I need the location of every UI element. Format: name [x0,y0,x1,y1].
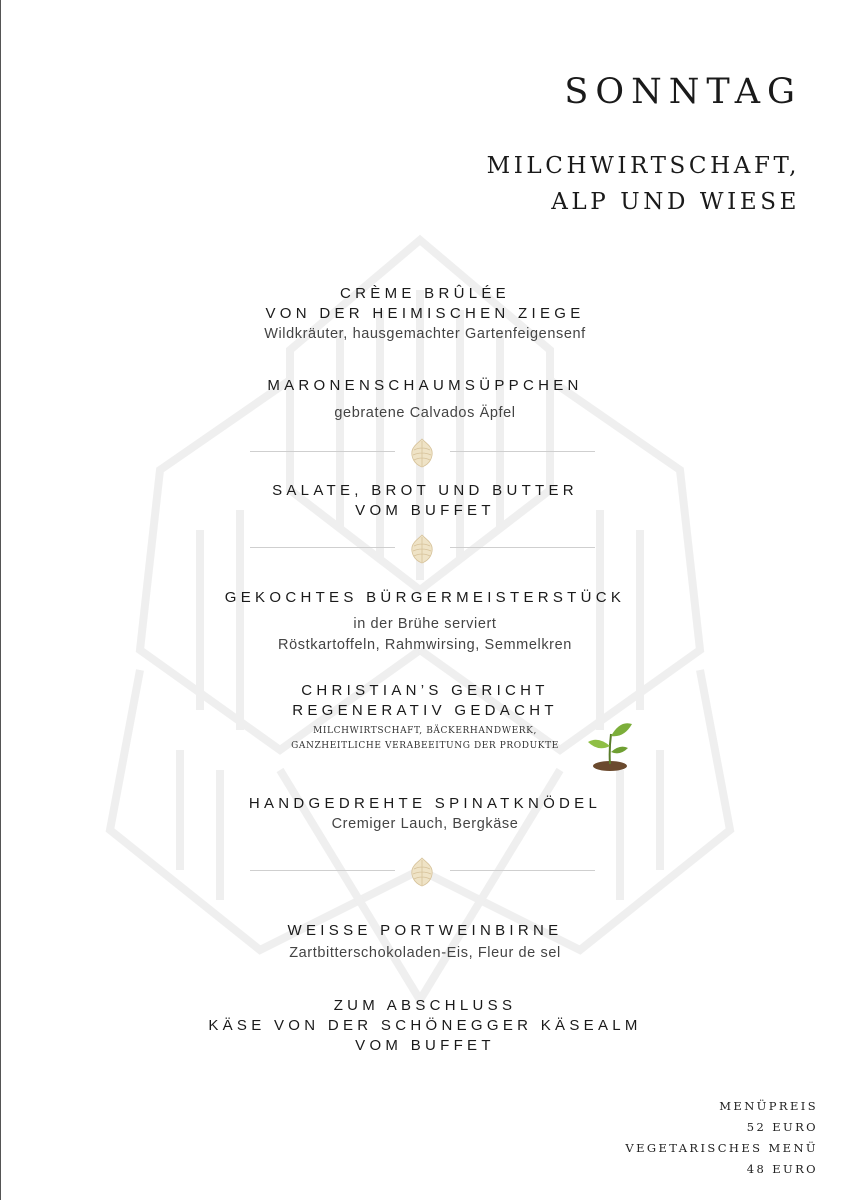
course-portweinbirne [0,921,850,964]
course-spinatknoedel [0,794,850,835]
section-divider [250,533,595,563]
vegetarian-price-label: VEGETARISCHES MENÜ [625,1141,818,1155]
course-name-line: HANDGEDREHTE SPINATKNÖDEL [248,795,602,812]
course-small-note: GANZHEITLICHE VERABEEITUNG DER PRODUKTE [291,741,559,751]
price-label: MENÜPREIS [719,1099,818,1113]
course-description: Zartbitterschokoladen-Eis, Fleur de sel [289,945,561,961]
theme-line-1: MILCHWIRTSCHAFT, [486,153,800,179]
course-creme-brulee [0,284,850,345]
hop-cone-icon [408,533,436,565]
course-christians-gericht [0,681,850,754]
course-name-line: GEKOCHTES BÜRGERMEISTERSTÜCK [224,589,626,606]
course-name-line: VOM BUFFET [355,502,495,519]
course-description: gebratene Calvados Äpfel [334,405,516,421]
course-buergermeisterstueck [0,588,850,656]
hop-cone-icon [408,437,436,469]
course-name-line: ZUM ABSCHLUSS [333,997,517,1014]
course-description: in der Brühe serviert [353,616,497,632]
course-name-line: WEISSE PORTWEINBIRNE [287,922,563,939]
course-name-line: VON DER HEIMISCHEN ZIEGE [265,305,585,322]
course-maronenschaumsueppchen [0,376,850,424]
course-name-line: REGENERATIV GEDACHT [292,702,558,719]
course-name-line: SALATE, BROT UND BUTTER [272,482,578,499]
hop-cone-icon [408,856,436,888]
course-name-line: VOM BUFFET [355,1037,495,1054]
course-description: Wildkräuter, hausgemachter Gartenfeigensenf [264,326,586,342]
theme-title [487,148,800,220]
course-zum-abschluss [0,996,850,1056]
theme-line-2: ALP UND WIESE [551,189,800,215]
course-small-note: MILCHWIRTSCHAFT, BÄCKERHANDWERK, [313,726,537,736]
section-divider [250,437,595,467]
sprout-icon [584,712,634,774]
day-title: SONNTAG [564,72,802,112]
vegetarian-price-amount: 48 EURO [746,1162,818,1176]
course-name-line: CRÈME BRÛLÉE [340,285,510,302]
course-name-line: CHRISTIAN’S GERICHT [301,682,549,699]
course-name-line: KÄSE VON DER SCHÖNEGGER KÄSEALM [208,1017,642,1034]
course-name-line: MARONENSCHAUMSÜPPCHEN [267,377,583,394]
course-description: Cremiger Lauch, Bergkäse [331,816,519,832]
course-salate-buffet [0,481,850,521]
price-amount: 52 EURO [746,1120,818,1134]
course-description: Röstkartoffeln, Rahmwirsing, Semmelkren [278,637,572,653]
section-divider [250,856,595,886]
menu-price [625,1096,818,1180]
